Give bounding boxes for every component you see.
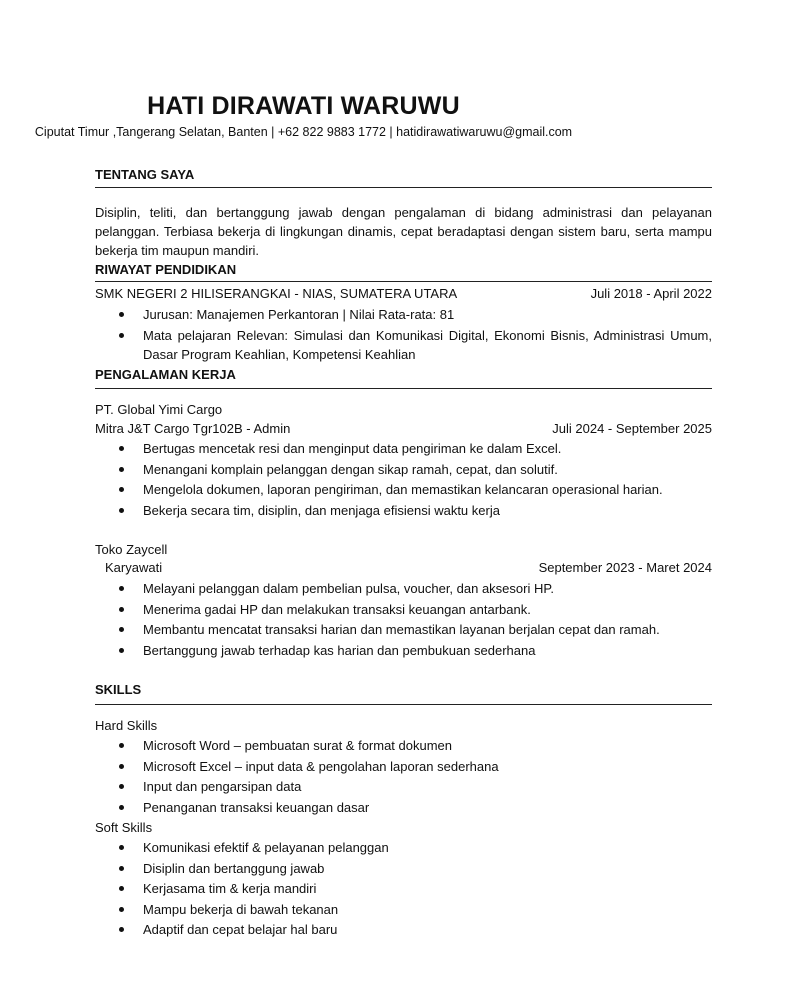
section-heading-education: RIWAYAT PENDIDIKAN bbox=[95, 262, 237, 277]
section-divider bbox=[95, 187, 712, 188]
list-item: Disiplin dan bertanggung jawab bbox=[95, 859, 712, 878]
section-heading-about: TENTANG SAYA bbox=[95, 167, 195, 182]
job-period: September 2023 - Maret 2024 bbox=[538, 560, 712, 575]
section-heading-experience: PENGALAMAN KERJA bbox=[95, 367, 236, 382]
list-item: Jurusan: Manajemen Perkantoran | Nilai Rata-rata: 81 bbox=[95, 305, 712, 324]
list-item: Membantu mencatat transaksi harian dan memastikan layanan berjalan cepat dan ramah. bbox=[95, 620, 712, 639]
list-item: Komunikasi efektif & pelayanan pelanggan bbox=[95, 838, 712, 857]
job-role: Karyawati bbox=[105, 560, 163, 575]
hard-skills-label: Hard Skills bbox=[95, 718, 158, 733]
candidate-name: HATI DIRAWATI WARUWU bbox=[147, 92, 460, 120]
soft-skills-list bbox=[95, 838, 712, 941]
education-bullets bbox=[95, 305, 712, 365]
section-divider bbox=[95, 704, 712, 705]
list-item: Input dan pengarsipan data bbox=[95, 777, 712, 796]
job-bullets bbox=[95, 439, 712, 521]
job-bullets bbox=[95, 579, 712, 661]
school-name: SMK NEGERI 2 HILISERANGKAI - NIAS, SUMATERA UTARA bbox=[95, 286, 458, 301]
job-role: Mitra J&T Cargo Tgr102B - Admin bbox=[95, 421, 291, 436]
education-period: Juli 2018 - April 2022 bbox=[590, 286, 712, 301]
list-item: Microsoft Word – pembuatan surat & format dokumen bbox=[95, 736, 712, 755]
education-row bbox=[95, 286, 712, 304]
list-item: Bertugas mencetak resi dan menginput data pengiriman ke dalam Excel. bbox=[95, 439, 712, 458]
section-divider bbox=[95, 388, 712, 389]
list-item: Menangani komplain pelanggan dengan sikap ramah, cepat, dan solutif. bbox=[95, 460, 712, 479]
list-item: Microsoft Excel – input data & pengolahan laporan sederhana bbox=[95, 757, 712, 776]
list-item: Bekerja secara tim, disiplin, dan menjaga efisiensi waktu kerja bbox=[95, 501, 712, 520]
section-divider bbox=[95, 281, 712, 282]
job-row bbox=[95, 421, 712, 439]
company-name: Toko Zaycell bbox=[95, 542, 168, 557]
list-item: Bertanggung jawab terhadap kas harian dan pembukuan sederhana bbox=[95, 641, 712, 660]
list-item: Menerima gadai HP dan melakukan transaksi keuangan antarbank. bbox=[95, 600, 712, 619]
section-heading-skills: SKILLS bbox=[95, 682, 142, 697]
list-item: Adaptif dan cepat belajar hal baru bbox=[95, 920, 712, 939]
list-item: Kerjasama tim & kerja mandiri bbox=[95, 879, 712, 898]
company-name: PT. Global Yimi Cargo bbox=[95, 402, 223, 417]
list-item: Mengelola dokumen, laporan pengiriman, dan memastikan kelancaran operasional harian. bbox=[95, 480, 712, 499]
list-item: Penanganan transaksi keuangan dasar bbox=[95, 798, 712, 817]
list-item: Melayani pelanggan dalam pembelian pulsa, voucher, dan aksesori HP. bbox=[95, 579, 712, 598]
hard-skills-list bbox=[95, 736, 712, 818]
about-text: Disiplin, teliti, dan bertanggung jawab dengan pengalaman di bidang administrasi dan pelayanan pelanggan. Terbiasa bekerja di lingkungan dinamis, cepat beradaptasi dengan sistem baru, serta mampu bekerja tim maupun mandiri. bbox=[95, 205, 712, 258]
job-period: Juli 2024 - September 2025 bbox=[552, 421, 712, 436]
soft-skills-label: Soft Skills bbox=[95, 820, 153, 835]
contact-line: Ciputat Timur ,Tangerang Selatan, Banten | +62 822 9883 1772 | hatidirawatiwaruwu@gmail.com bbox=[34, 125, 573, 139]
job-row bbox=[95, 560, 712, 578]
list-item: Mampu bekerja di bawah tekanan bbox=[95, 900, 712, 919]
list-item: Mata pelajaran Relevan: Simulasi dan Komunikasi Digital, Ekonomi Bisnis, Administrasi Umum, Dasar Program Keahlian, Kompetensi Keahlian bbox=[95, 326, 712, 364]
